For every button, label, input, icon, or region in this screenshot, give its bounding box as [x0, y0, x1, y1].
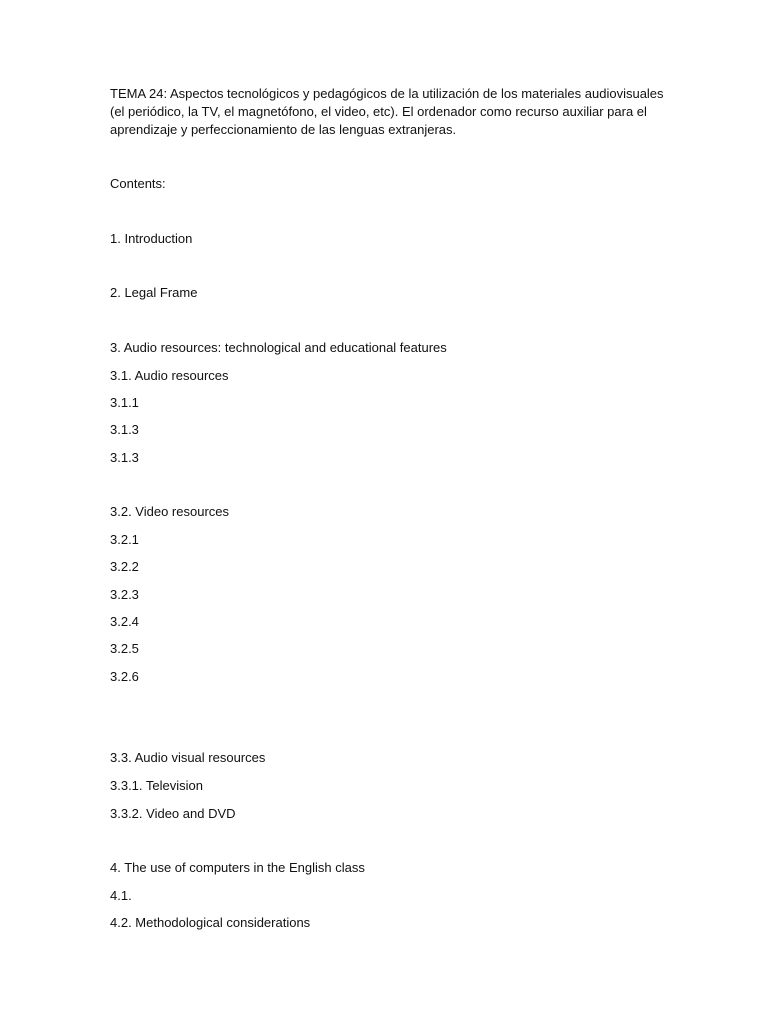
toc-item: 3.2.3 — [110, 587, 139, 602]
contents-heading: Contents: — [110, 176, 166, 191]
toc-item: 3.1.3 — [110, 422, 139, 437]
toc-item: 4.2. Methodological considerations — [110, 915, 311, 930]
toc-item: 3.3.1. Television — [110, 778, 203, 793]
toc-item: 3. Audio resources: technological and educational features — [110, 340, 447, 355]
toc-item: 3.2.4 — [110, 614, 139, 629]
toc-item: 3.2.5 — [110, 641, 139, 656]
toc-item: 4. The use of computers in the English class — [110, 860, 365, 875]
toc-item: 1. Introduction — [110, 231, 193, 246]
document-page — [110, 85, 670, 139]
toc-item: 3.2. Video resources — [110, 504, 229, 519]
toc-item: 3.2.2 — [110, 559, 139, 574]
toc-item: 3.1.3 — [110, 450, 139, 465]
toc-item: 3.2.6 — [110, 669, 139, 684]
toc-item: 3.2.1 — [110, 532, 139, 547]
toc-item: 3.3.2. Video and DVD — [110, 806, 236, 821]
toc-item: 3.1.1 — [110, 395, 139, 410]
toc-item: 2. Legal Frame — [110, 285, 198, 300]
toc-item: 3.1. Audio resources — [110, 368, 229, 383]
toc-item: 3.3. Audio visual resources — [110, 750, 266, 765]
toc-item: 4.1. — [110, 888, 132, 903]
document-title: TEMA 24: Aspectos tecnológicos y pedagógicos de la utilización de los materiales audiovisuales (el periódico, la TV, el magnetófono, el video, etc). El ordenador como recurso auxiliar para el aprendizaje y perfeccionamiento de las lenguas extranjeras. — [110, 86, 664, 137]
